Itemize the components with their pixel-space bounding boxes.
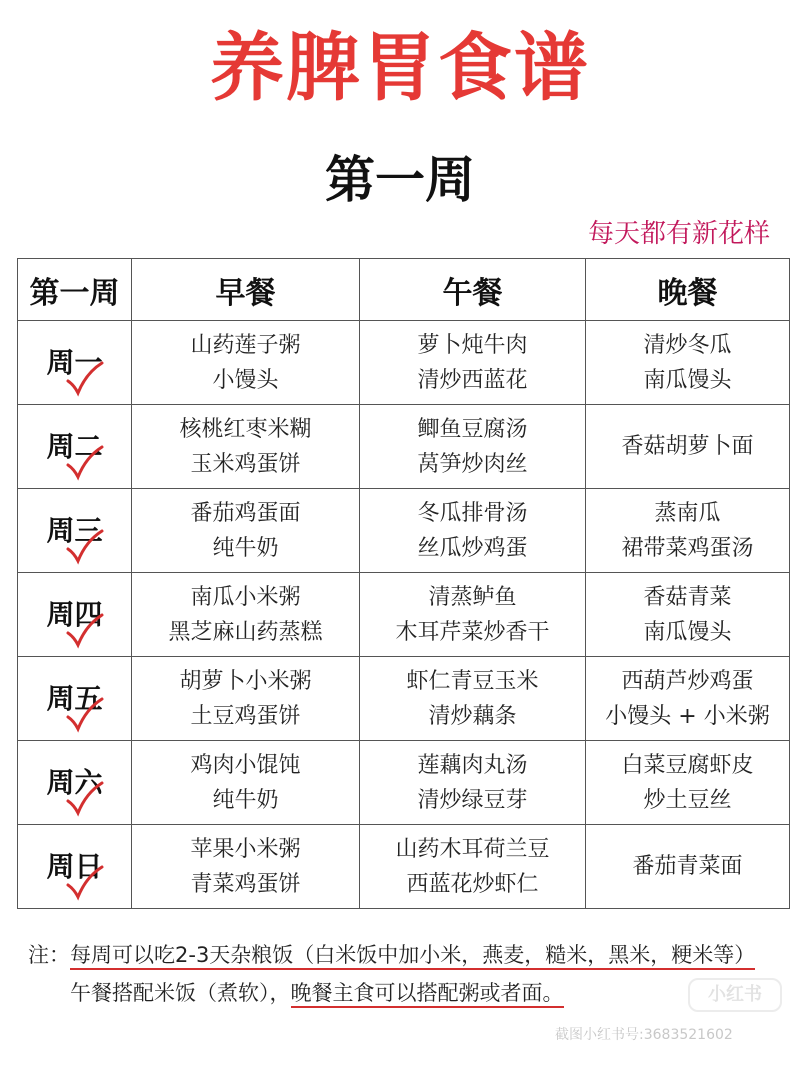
breakfast-item: 黑芝麻山药蒸糕 bbox=[168, 619, 323, 645]
watermark-logo: 小红书 bbox=[688, 978, 782, 1012]
breakfast-cell bbox=[132, 321, 360, 405]
day-label: 周五 bbox=[46, 682, 103, 715]
table-row bbox=[18, 573, 790, 657]
slogan: 每天都有新花样 bbox=[587, 219, 770, 249]
dinner-item: 香菇青菜 bbox=[643, 584, 732, 610]
breakfast-item: 纯牛奶 bbox=[212, 535, 279, 561]
header-lunch: 午餐 bbox=[360, 259, 586, 321]
lunch-item: 木耳芹菜炒香干 bbox=[395, 619, 550, 645]
dinner-cell bbox=[586, 657, 790, 741]
lunch-cell bbox=[360, 741, 586, 825]
dinner-item: 小馒头 + 小米粥 bbox=[605, 703, 770, 729]
header-breakfast: 早餐 bbox=[132, 259, 360, 321]
dinner-item: 裙带菜鸡蛋汤 bbox=[621, 535, 754, 561]
header-week: 第一周 bbox=[18, 259, 132, 321]
dinner-cell bbox=[586, 741, 790, 825]
dinner-item: 炒土豆丝 bbox=[643, 787, 732, 813]
dinner-cell bbox=[586, 573, 790, 657]
breakfast-item: 苹果小米粥 bbox=[190, 836, 301, 862]
meal-table bbox=[17, 258, 790, 909]
breakfast-item: 玉米鸡蛋饼 bbox=[190, 451, 301, 477]
breakfast-item: 核桃红枣米糊 bbox=[179, 416, 312, 442]
day-cell bbox=[18, 825, 132, 909]
footnote-line-1: 每周可以吃2-3天杂粮饭（白米饭中加小米，燕麦，糙米，黑米，粳米等） bbox=[70, 943, 755, 970]
dinner-cell bbox=[586, 489, 790, 573]
lunch-item: 清蒸鲈鱼 bbox=[428, 584, 517, 610]
table-body bbox=[18, 321, 790, 909]
table-row bbox=[18, 405, 790, 489]
dinner-item: 清炒冬瓜 bbox=[643, 332, 732, 358]
day-cell bbox=[18, 657, 132, 741]
breakfast-cell bbox=[132, 573, 360, 657]
dinner-cell bbox=[586, 405, 790, 489]
breakfast-cell bbox=[132, 741, 360, 825]
dinner-item: 香菇胡萝卜面 bbox=[621, 434, 754, 459]
table-row bbox=[18, 657, 790, 741]
table-row bbox=[18, 489, 790, 573]
lunch-item: 丝瓜炒鸡蛋 bbox=[417, 535, 528, 561]
lunch-cell bbox=[360, 489, 586, 573]
page-title: 养脾胃食谱 bbox=[210, 25, 590, 111]
day-cell bbox=[18, 405, 132, 489]
footnote-line-2-b: 晚餐主食可以搭配粥或者面。 bbox=[291, 981, 564, 1008]
day-label: 周二 bbox=[46, 430, 103, 463]
day-cell bbox=[18, 489, 132, 573]
dinner-item: 西葫芦炒鸡蛋 bbox=[621, 668, 754, 694]
lunch-cell bbox=[360, 825, 586, 909]
day-label: 周四 bbox=[46, 598, 103, 631]
footnote-line-2-a: 午餐搭配米饭（煮软）， bbox=[70, 981, 291, 1005]
dinner-item: 番茄青菜面 bbox=[632, 854, 743, 879]
lunch-item: 清炒绿豆芽 bbox=[417, 787, 528, 813]
table-row bbox=[18, 825, 790, 909]
lunch-item: 莴笋炒肉丝 bbox=[417, 451, 528, 477]
dinner-cell bbox=[586, 825, 790, 909]
lunch-item: 莲藕肉丸汤 bbox=[417, 752, 528, 778]
day-cell bbox=[18, 741, 132, 825]
dinner-item: 蒸南瓜 bbox=[654, 500, 721, 526]
lunch-item: 山药木耳荷兰豆 bbox=[395, 836, 550, 862]
lunch-item: 西蓝花炒虾仁 bbox=[406, 871, 539, 897]
breakfast-item: 鸡肉小馄饨 bbox=[190, 752, 301, 778]
breakfast-item: 山药莲子粥 bbox=[190, 332, 301, 358]
day-label: 周日 bbox=[46, 850, 103, 883]
lunch-cell bbox=[360, 573, 586, 657]
lunch-item: 清炒藕条 bbox=[428, 703, 517, 729]
week-subtitle: 第一周 bbox=[325, 151, 475, 209]
lunch-cell bbox=[360, 321, 586, 405]
breakfast-cell bbox=[132, 657, 360, 741]
lunch-cell bbox=[360, 657, 586, 741]
footnote-line-2 bbox=[28, 974, 788, 1012]
watermark-text: 截图小红书号:3683521602 bbox=[555, 1027, 733, 1043]
table-row bbox=[18, 741, 790, 825]
breakfast-item: 纯牛奶 bbox=[212, 787, 279, 813]
lunch-item: 萝卜炖牛肉 bbox=[417, 332, 528, 358]
breakfast-item: 土豆鸡蛋饼 bbox=[190, 703, 301, 729]
day-cell bbox=[18, 573, 132, 657]
breakfast-cell bbox=[132, 489, 360, 573]
day-cell bbox=[18, 321, 132, 405]
breakfast-item: 小馒头 bbox=[212, 367, 279, 393]
breakfast-item: 胡萝卜小米粥 bbox=[179, 668, 312, 694]
day-label: 周三 bbox=[46, 514, 103, 547]
lunch-item: 清炒西蓝花 bbox=[417, 367, 528, 393]
breakfast-cell bbox=[132, 405, 360, 489]
footnote bbox=[28, 936, 788, 1012]
footnote-prefix: 注： bbox=[28, 943, 70, 967]
dinner-item: 南瓜馒头 bbox=[643, 367, 732, 393]
breakfast-cell bbox=[132, 825, 360, 909]
day-label: 周六 bbox=[46, 766, 103, 799]
breakfast-item: 青菜鸡蛋饼 bbox=[190, 871, 301, 897]
breakfast-item: 南瓜小米粥 bbox=[190, 584, 301, 610]
day-label: 周一 bbox=[46, 346, 103, 379]
dinner-item: 南瓜馒头 bbox=[643, 619, 732, 645]
table-row bbox=[18, 321, 790, 405]
lunch-item: 冬瓜排骨汤 bbox=[417, 500, 528, 526]
table-header-row bbox=[18, 259, 790, 321]
lunch-item: 虾仁青豆玉米 bbox=[406, 668, 539, 694]
dinner-cell bbox=[586, 321, 790, 405]
header-dinner: 晚餐 bbox=[586, 259, 790, 321]
breakfast-item: 番茄鸡蛋面 bbox=[190, 500, 301, 526]
dinner-item: 白菜豆腐虾皮 bbox=[621, 752, 754, 778]
lunch-item: 鲫鱼豆腐汤 bbox=[417, 416, 528, 442]
lunch-cell bbox=[360, 405, 586, 489]
